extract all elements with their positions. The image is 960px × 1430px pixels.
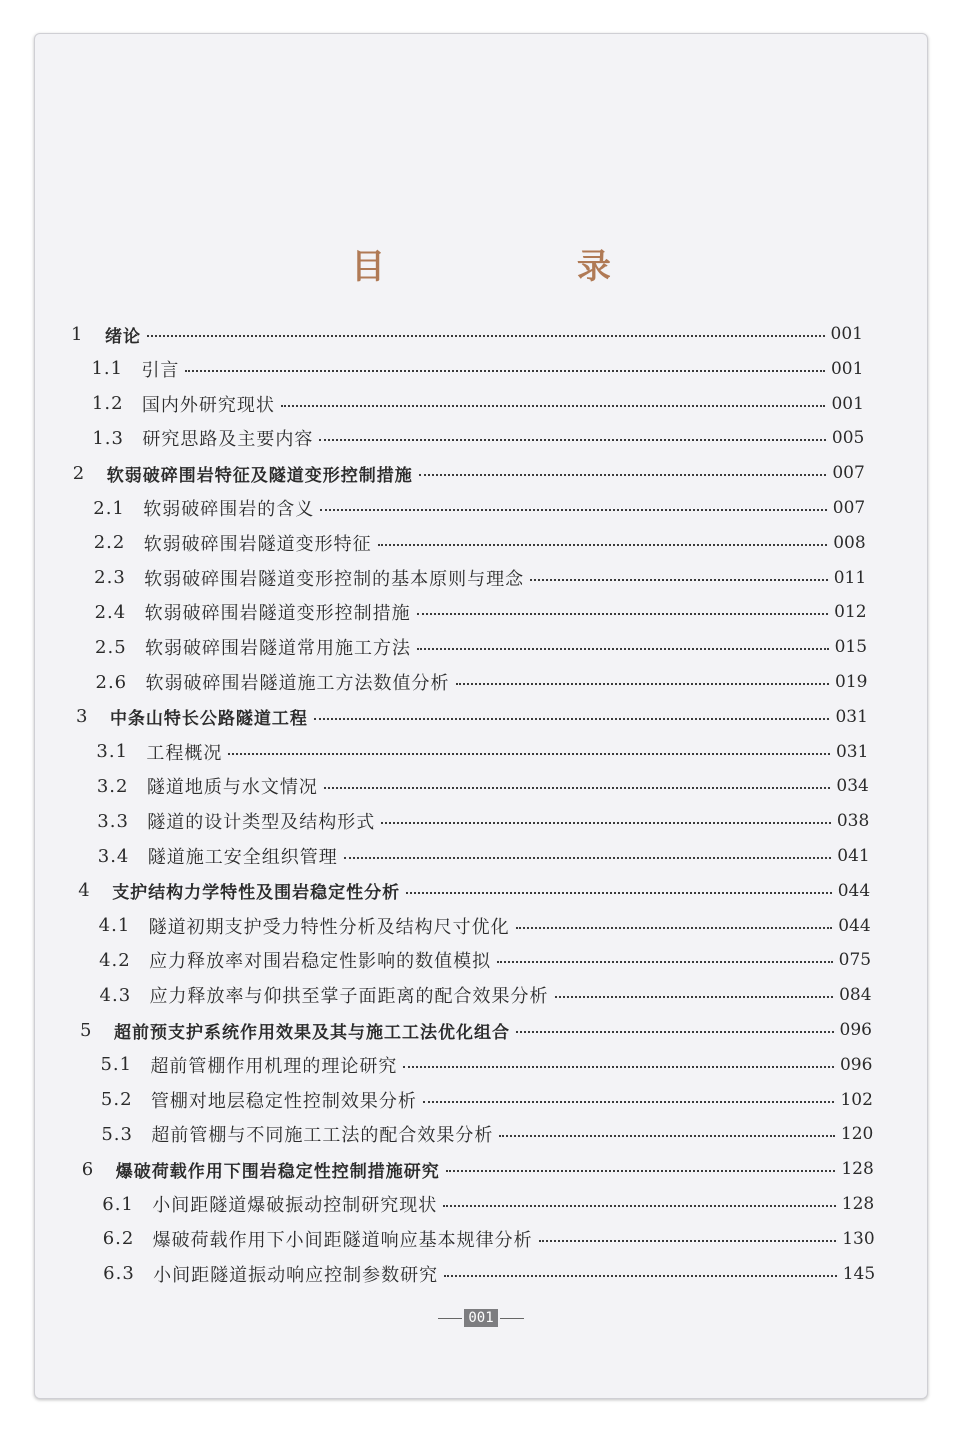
page-number-left-rule [438,1318,462,1319]
toc-chapter-entry [82,1154,874,1184]
toc-entry-title: 隧道地质与水文情况 [146,777,318,799]
toc-entry-page: 001 [830,324,863,344]
toc-entry-number: 3.2 [96,775,129,797]
toc-dot-leader [555,996,834,998]
toc-dot-leader [320,509,827,511]
toc-section-entry [100,1050,872,1080]
toc-dot-leader [406,892,832,894]
toc-chapter-entry [71,319,863,349]
toc-entry-number: 6.1 [102,1193,134,1215]
toc-chapter-entry [73,458,865,488]
toc-entry-number: 6.2 [102,1228,135,1250]
toc-entry-page: 120 [840,1124,874,1145]
toc-entry-title: 隧道施工安全组织管理 [147,847,338,868]
toc-entry-page: 044 [837,880,871,901]
toc-chapter-entry [78,876,870,906]
toc-entry-page: 005 [831,428,865,449]
toc-entry-title: 软弱破碎围岩隧道变形控制措施 [144,603,411,625]
toc-entry-title: 软弱破碎围岩隧道变形控制的基本原则与理念 [144,568,525,590]
toc-entry-title: 支护结构力学特性及围岩稳定性分析 [112,883,401,904]
toc-section-entry [103,1259,875,1289]
toc-entry-number: 3.1 [96,741,129,763]
toc-section-entry [100,980,872,1010]
toc-entry-title: 软弱破碎围岩隧道施工方法数值分析 [145,673,450,694]
toc-entry-page: 019 [835,672,868,692]
toc-entry-title: 应力释放率对围岩稳定性影响的数值模拟 [149,951,492,973]
toc-entry-title: 超前管棚作用机理的理论研究 [150,1055,398,1077]
toc-entry-number: 4.1 [98,915,131,937]
toc-entry-number: 3 [75,706,88,728]
toc-entry-title: 软弱破碎围岩的含义 [143,499,315,520]
toc-dot-leader [185,370,825,372]
toc-entry-number: 1.2 [91,393,124,415]
toc-entry-title: 中条山特长公路隧道工程 [109,709,308,730]
toc-dot-leader [403,1066,834,1068]
toc-entry-page: 031 [835,741,869,762]
toc-dot-leader [147,335,825,337]
toc-entry-page: 075 [838,950,872,971]
toc-section-entry [94,528,866,558]
toc-entry-title: 软弱破碎围岩隧道常用施工方法 [145,638,412,660]
toc-section-entry [92,389,864,419]
toc-entry-title: 小间距隧道爆破振动控制研究现状 [152,1195,438,1216]
toc-entry-number: 2.3 [94,567,126,589]
toc-entry-number: 2.6 [95,671,128,693]
toc-entry-page: 041 [837,846,870,866]
toc-dot-leader [314,718,830,720]
toc-section-entry [99,945,871,975]
toc-entry-title: 引言 [141,359,180,381]
toc-dot-leader [497,961,833,963]
toc-dot-leader [381,822,831,824]
toc-entry-number: 1.1 [91,358,124,380]
toc-entry-page: 008 [833,532,866,553]
toc-chapter-entry [76,702,868,732]
toc-entry-number: 1.3 [92,427,124,449]
toc-entry-title: 工程概况 [146,742,223,764]
toc-dot-leader [539,1240,837,1242]
toc-entry-number: 5 [80,1019,92,1041]
toc-entry-title: 超前管棚与不同施工工法的配合效果分析 [151,1125,494,1147]
toc-section-entry [91,354,863,384]
toc-entry-title: 管棚对地层稳定性控制效果分析 [150,1090,417,1112]
toc-entry-number: 6.3 [103,1263,135,1285]
toc-dot-leader [516,1031,834,1033]
toc-entry-number: 4 [78,880,90,902]
toc-entry-number: 2 [72,462,85,484]
toc-entry-page: 128 [841,1159,874,1180]
toc-dot-leader [530,579,828,581]
toc-entry-page: 130 [842,1228,875,1249]
toc-entry-page: 038 [836,811,870,832]
toc-section-entry [99,911,871,941]
toc-entry-number: 4.3 [99,984,132,1006]
toc-entry-number: 3.4 [97,845,130,867]
toc-entry-title: 爆破荷载作用下小间距隧道响应基本规律分析 [152,1229,533,1251]
toc-entry-page: 031 [835,706,868,727]
toc-entry-number: 2.2 [93,532,126,554]
toc-entry-title: 应力释放率与仰拱至掌子面距离的配合效果分析 [149,986,549,1008]
toc-dot-leader [281,405,826,407]
toc-entry-page: 096 [839,1054,873,1075]
toc-dot-leader [423,1101,835,1103]
toc-entry-title: 爆破荷载作用下围岩稳定性控制措施研究 [115,1161,440,1182]
toc-dot-leader [324,787,831,789]
toc-entry-page: 001 [830,358,864,379]
toc-chapter-entry [80,1015,872,1045]
toc-dot-leader [417,613,829,615]
toc-entry-page: 096 [839,1020,872,1040]
toc-dot-leader [516,927,833,929]
toc-entry-page: 011 [833,567,867,588]
toc-entry-page: 001 [831,393,864,414]
toc-section-entry [96,737,868,767]
toc-entry-title: 小间距隧道振动响应控制参数研究 [153,1264,439,1286]
toc-entry-number: 2.5 [95,636,127,658]
toc-entry-title: 研究思路及主要内容 [142,429,314,451]
toc-entry-page: 007 [832,463,865,484]
toc-section-entry [97,771,869,801]
toc-section-entry [93,493,865,523]
toc-entry-title: 隧道的设计类型及结构形式 [147,812,376,834]
toc-dot-leader [443,1205,836,1207]
toc-entry-number: 6 [81,1158,94,1180]
toc-entry-number: 5.1 [100,1054,133,1076]
toc-dot-leader [456,683,830,685]
toc-dot-leader [344,857,832,859]
toc-entry-page: 015 [834,637,868,658]
toc-dot-leader [228,753,830,755]
page-number-label: 001 [464,1309,497,1327]
toc-section-entry [95,597,867,627]
toc-section-entry [95,632,867,662]
toc-entry-number: 2.4 [94,601,127,623]
page-title: 目 录 [351,247,701,287]
toc-dot-leader [378,544,828,546]
toc-entry-number: 3.3 [97,810,129,832]
toc-section-entry [101,1119,873,1149]
toc-dot-leader [319,439,826,441]
toc-entry-number: 5.2 [100,1089,133,1111]
toc-section-entry [102,1189,874,1219]
toc-entry-page: 007 [832,498,866,518]
toc-entry-page: 128 [841,1194,875,1214]
toc-section-entry [94,563,866,593]
toc-entry-title: 隧道初期支护受力特性分析及结构尺寸优化 [148,916,510,938]
toc-dot-leader [417,648,829,650]
toc-section-entry [92,423,864,453]
toc-dot-leader [446,1170,836,1172]
toc-entry-page: 145 [842,1263,876,1284]
toc-entry-page: 034 [836,776,869,797]
book-page [34,33,928,1399]
toc-dot-leader [419,474,827,476]
toc-entry-page: 102 [840,1089,873,1110]
toc-entry-number: 2.1 [93,497,125,519]
toc-section-entry [101,1085,873,1115]
toc-section-entry [98,841,870,871]
toc-entry-page: 012 [834,602,867,623]
toc-entry-number: 5.3 [101,1123,133,1145]
toc-entry-number: 1 [71,323,83,345]
page-number [35,1309,927,1327]
toc-entry-number: 4.2 [99,949,131,971]
page-number-right-rule [500,1318,524,1319]
toc-section-entry [103,1224,875,1254]
toc-entry-page: 044 [838,915,871,936]
toc-dot-leader [444,1275,837,1277]
toc-entry-page: 084 [839,985,872,1006]
toc-dot-leader [499,1135,835,1137]
toc-entry-title: 国内外研究现状 [141,394,275,416]
toc-entry-title: 软弱破碎围岩特征及隧道变形控制措施 [106,465,413,486]
toc-entry-title: 超前预支护系统作用效果及其与施工工法优化组合 [114,1022,510,1043]
toc-entry-title: 绪论 [105,326,141,347]
toc-entry-title: 软弱破碎围岩隧道变形特征 [143,533,372,555]
toc-section-entry [96,667,868,697]
toc-section-entry [97,806,869,836]
